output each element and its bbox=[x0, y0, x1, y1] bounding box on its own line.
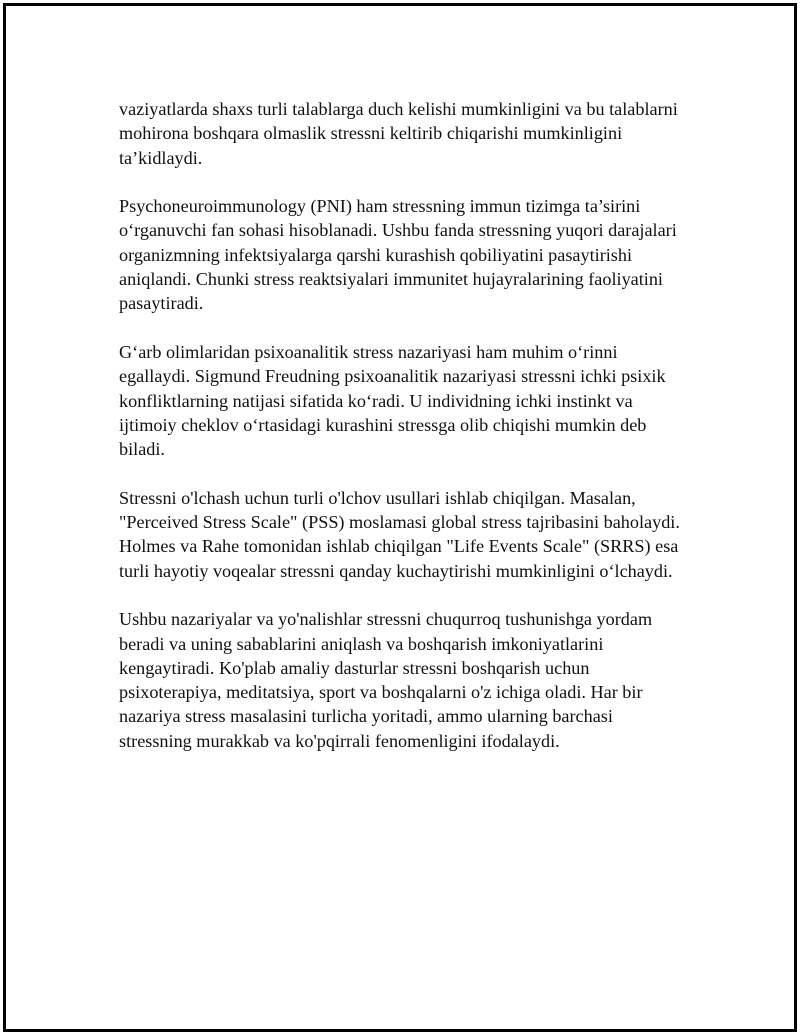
page-frame bbox=[3, 3, 797, 1032]
text-line: stressning murakkab va ko'pqirrali fenomenligini ifodalaydi. bbox=[119, 730, 560, 751]
text-line: aniqlandi. Chunki stress reaktsiyalari immunitet hujayralarining faoliyatini bbox=[119, 269, 663, 290]
paragraph-pni bbox=[119, 194, 719, 315]
text-line: mohirona boshqara olmaslik stressni keltirib chiqarishi mumkinligini bbox=[119, 123, 623, 144]
text-line: biladi. bbox=[119, 439, 165, 460]
text-line: kengaytiradi. Ko'plab amaliy dasturlar stressni boshqarish uchun bbox=[119, 657, 590, 678]
paragraph-conclusion bbox=[119, 607, 719, 753]
text-line: konfliktlarning natijasi sifatida ko‘radi. U individning ichki instinkt va bbox=[119, 390, 633, 411]
text-line: beradi va uning sabablarini aniqlash va boshqarish imkoniyatlarini bbox=[119, 633, 604, 654]
text-line: G‘arb olimlaridan psixoanalitik stress nazariyasi ham muhim o‘rinni bbox=[119, 341, 618, 362]
text-line: pasaytiradi. bbox=[119, 293, 204, 314]
text-line: Stressni o'lchash uchun turli o'lchov usullari ishlab chiqilgan. Masalan, bbox=[119, 487, 636, 508]
text-line: ijtimoiy cheklov o‘rtasidagi kurashini stressga olib chiqishi mumkin deb bbox=[119, 414, 647, 435]
text-line: ta’kidlaydi. bbox=[119, 147, 203, 168]
text-line: Ushbu nazariyalar va yo'nalishlar stressni chuqurroq tushunishga yordam bbox=[119, 609, 653, 630]
text-line: psixoterapiya, meditatsiya, sport va boshqalarni o'z ichiga oladi. Har bir bbox=[119, 682, 643, 703]
text-line: vaziyatlarda shaxs turli talablarga duch kelishi mumkinligini va bu talablarni bbox=[119, 99, 678, 119]
text-line: "Perceived Stress Scale" (PSS) moslamasi global stress tajribasini baholaydi. bbox=[119, 512, 680, 533]
paragraph-psychoanalytic bbox=[119, 340, 719, 461]
document-body bbox=[119, 97, 719, 777]
paragraph-stress-demands bbox=[119, 97, 719, 170]
text-line: Psychoneuroimmunology (PNI) ham stressning immun tizimga ta’sirini bbox=[119, 196, 641, 217]
text-line: turli hayotiy voqealar stressni qanday kuchaytirishi mumkinligini o‘lchaydi. bbox=[119, 560, 673, 581]
text-line: nazariya stress masalasini turlicha yoritadi, ammo ularning barchasi bbox=[119, 706, 613, 727]
text-line: organizmning infektsiyalarga qarshi kurashish qobiliyatini pasaytirishi bbox=[119, 244, 633, 265]
paragraph-measurement bbox=[119, 486, 719, 583]
text-line: o‘rganuvchi fan sohasi hisoblanadi. Ushbu fanda stressning yuqori darajalari bbox=[119, 220, 677, 241]
text-line: Holmes va Rahe tomonidan ishlab chiqilgan "Life Events Scale" (SRRS) esa bbox=[119, 536, 679, 557]
text-line: egallaydi. Sigmund Freudning psixoanalitik nazariyasi stressni ichki psixik bbox=[119, 366, 666, 387]
